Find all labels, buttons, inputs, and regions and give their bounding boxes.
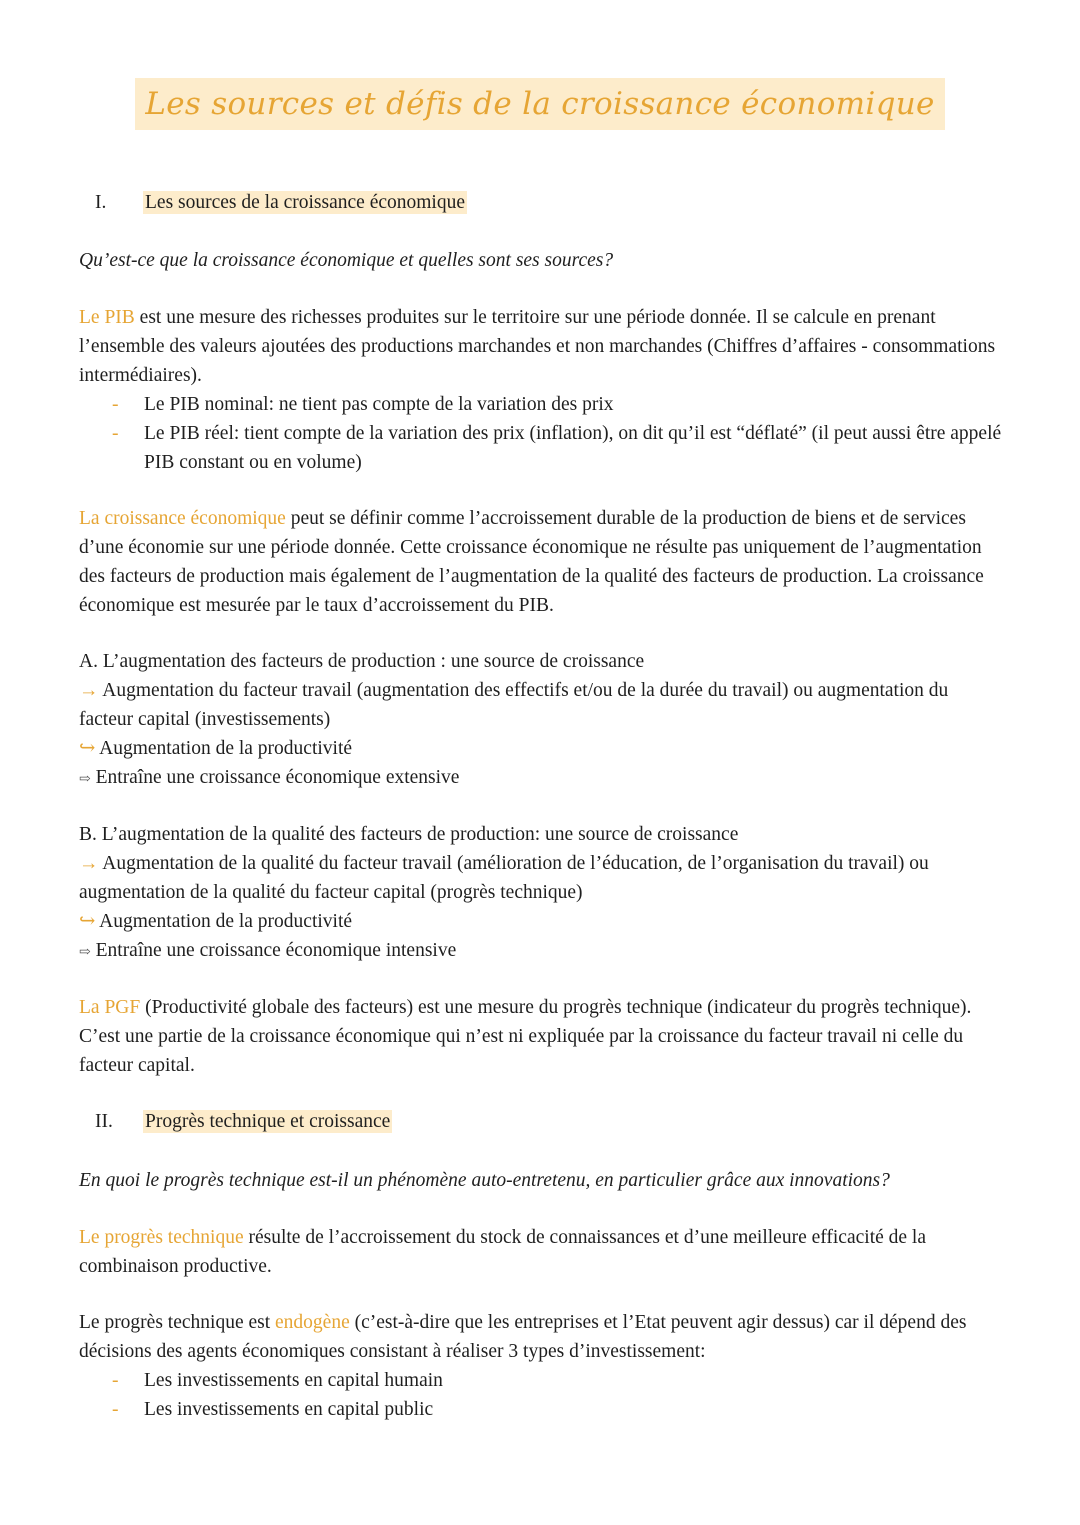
arrow-right-icon: → — [79, 680, 99, 701]
section1-question: Qu’est-ce que la croissance économique et quelles sont ses sources? — [79, 250, 614, 271]
investment-list — [79, 1366, 1004, 1424]
croissance-term: La croissance économique — [79, 508, 286, 529]
part-a-line1-text: Augmentation du facteur travail (augmentation des effectifs et/ou de la durée du travail) ou augmentation du facteur capital (investissements) — [79, 680, 949, 730]
document-title: Les sources et défis de la croissance économique — [135, 78, 944, 130]
part-b-line1 — [79, 849, 1004, 907]
pib-list — [79, 390, 1004, 477]
hook-arrow-icon: ↪ — [79, 738, 96, 759]
progres-text: résulte de l’accroissement du stock de connaissances et d’une meilleure efficacité de la combinaison productive. — [79, 1227, 926, 1277]
part-b-line3-text: Entraîne une croissance économique intensive — [90, 940, 457, 961]
section1-heading — [95, 188, 467, 217]
part-b — [79, 820, 1004, 967]
outline-arrow-icon: ⇨ — [79, 945, 91, 960]
croissance-text: peut se définir comme l’accroissement durable de la production de biens et de services d’une économie sur une période donnée. Cette croissance économique ne résulte pas uniquement de l’augmentation des facteurs de production mais également de l’augmentation de la qualité des facteurs de production. La croissance économique est mesurée par le taux d’accroissement du PIB. — [79, 508, 984, 616]
section2-question: En quoi le progrès technique est-il un phénomène auto-entretenu, en particulier grâce aux innovations? — [79, 1170, 890, 1191]
part-a-line3-text: Entraîne une croissance économique extensive — [90, 767, 460, 788]
pgf-paragraph — [79, 993, 1004, 1080]
part-a — [79, 647, 1004, 794]
part-b-line1-text: Augmentation de la qualité du facteur travail (amélioration de l’éducation, de l’organisation du travail) ou augmentation de la qualité du facteur capital (progrès technique) — [79, 853, 929, 903]
list-item: - Le PIB réel: tient compte de la variation des prix (inflation), on dit qu’il est “déflaté” (il peut aussi être appelé PIB constant ou en volume) — [79, 419, 1004, 477]
pib-text: est une mesure des richesses produites sur le territoire sur une période donnée. Il se calcule en prenant l’ensemble des valeurs ajoutées des productions marchandes et non marchandes (Chiffres d’affaires - consommations intermédiaires). — [79, 307, 996, 386]
pgf-text: (Productivité globale des facteurs) est une mesure du progrès technique (indicateur du progrès technique). C’est une partie de la croissance économique qui n’est ni expliquée par la croissance du facteur travail ni celle du facteur capital. — [79, 997, 972, 1076]
section1-title: Les sources de la croissance économique — [145, 192, 465, 213]
pgf-term: La PGF — [79, 997, 141, 1018]
part-b-line3 — [79, 936, 1004, 967]
list-item: - Les investissements en capital public — [79, 1395, 1004, 1424]
part-a-line3 — [79, 763, 1004, 794]
endogene-term: endogène — [275, 1312, 350, 1333]
arrow-right-icon: → — [79, 853, 99, 874]
endogene-after: (c’est-à-dire que les entreprises et l’Etat peuvent agir dessus) car il dépend des décisions des agents économiques consistant à réaliser 3 types d’investissement: — [79, 1312, 967, 1362]
section1-number: I. — [95, 192, 107, 213]
section2-number: II. — [95, 1111, 113, 1132]
part-b-line2 — [79, 907, 1004, 936]
list-item: - Les investissements en capital humain — [79, 1366, 1004, 1395]
endogene-before: Le progrès technique est — [79, 1312, 276, 1333]
croissance-paragraph — [79, 504, 1004, 620]
part-a-heading: A. L’augmentation des facteurs de production : une source de croissance — [79, 651, 645, 672]
section2-heading — [95, 1107, 392, 1136]
part-b-heading: B. L’augmentation de la qualité des facteurs de production: une source de croissance — [79, 824, 739, 845]
hook-arrow-icon: ↪ — [79, 911, 96, 932]
list-item: - Le PIB nominal: ne tient pas compte de la variation des prix — [79, 390, 1004, 419]
progres-paragraph — [79, 1223, 1004, 1281]
progres-term: Le progrès technique — [79, 1227, 244, 1248]
title-wrap — [0, 78, 1080, 130]
endogene-paragraph — [79, 1308, 1004, 1424]
part-a-line2 — [79, 734, 1004, 763]
part-a-line1 — [79, 676, 1004, 734]
section2-title: Progrès technique et croissance — [145, 1111, 391, 1132]
part-b-line2-text: Augmentation de la productivité — [95, 911, 353, 932]
part-a-line2-text: Augmentation de la productivité — [95, 738, 353, 759]
pib-paragraph — [79, 303, 1004, 477]
pib-term: Le PIB — [79, 307, 135, 328]
outline-arrow-icon: ⇨ — [79, 772, 91, 787]
